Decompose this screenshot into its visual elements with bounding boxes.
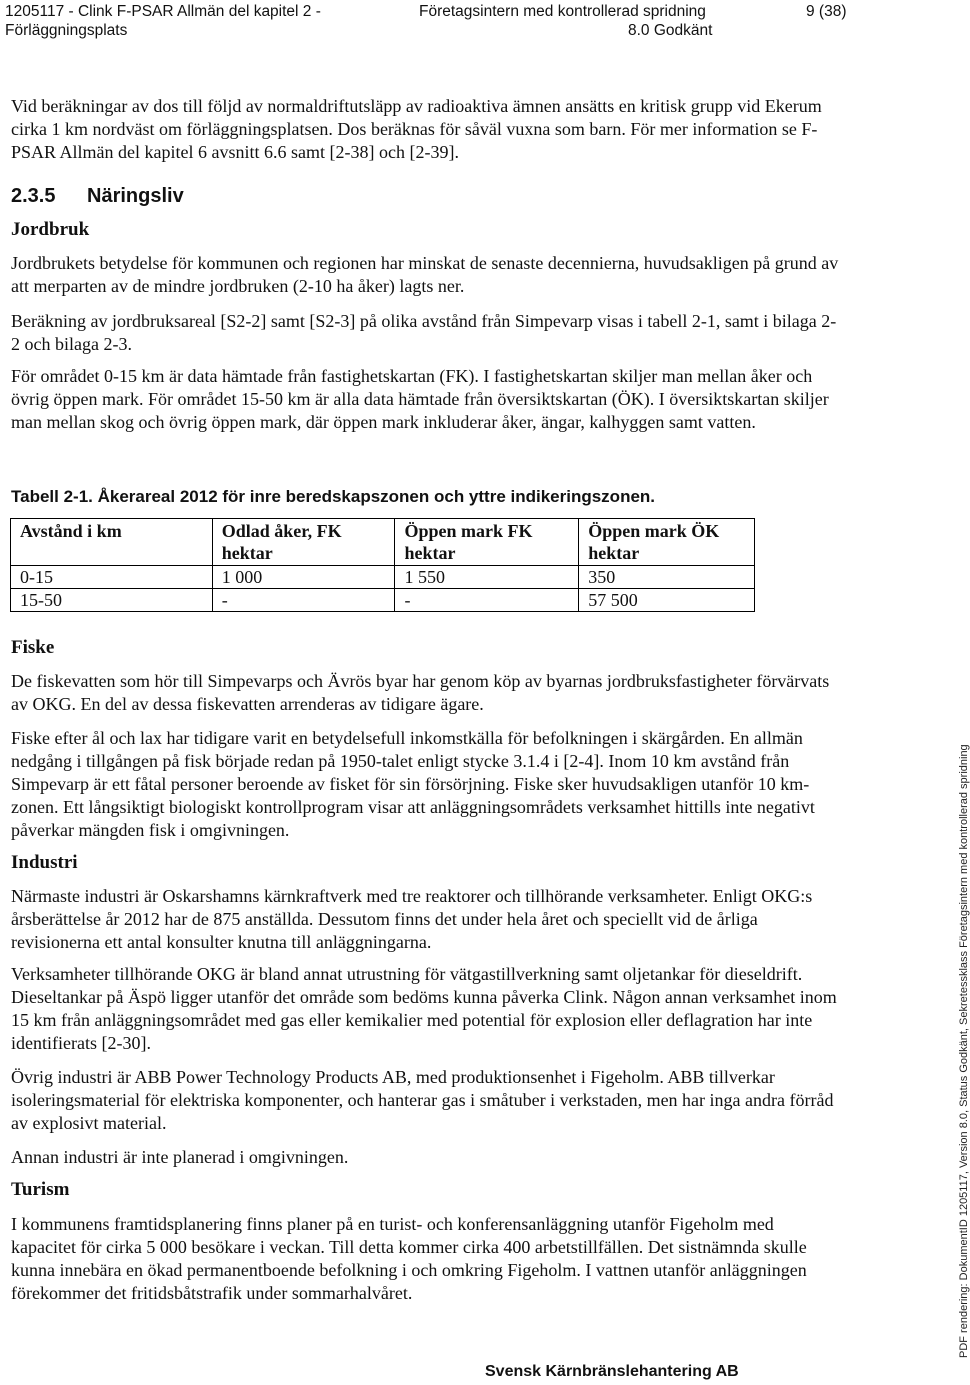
- table-cell: 0-15: [11, 566, 213, 589]
- table-cell: 350: [579, 566, 755, 589]
- table-cell: -: [395, 589, 579, 612]
- fiske-paragraph-1: De fiskevatten som hör till Simpevarps och Ävrös byar har genom köp av byarnas jordbruksfastigheter förvärvats av OKG. En del av dessa fiskevatten arrenderas av tidigare ägare.: [11, 671, 830, 714]
- header-cell: Odlad åker, FK hektar: [212, 519, 395, 566]
- table-cell: 1 550: [395, 566, 579, 589]
- industri-paragraph-1: Närmaste industri är Oskarshamns kärnkraftverk med tre reaktorer och tillhörande verksamheter. Enligt OKG:s årsberättelse år 2012 har de 875 anställda. Dessutom finns det under hela året och speciellt vid de årliga revisionerna ett antal konsulter knutna till anläggningarna.: [11, 886, 813, 952]
- page-number: 9 (38): [806, 3, 847, 20]
- header-cell: Avstånd i km: [11, 519, 213, 566]
- jordbruk-section-2: [11, 310, 841, 356]
- footer-company: Svensk Kärnbränslehantering AB: [485, 1363, 739, 1380]
- pdf-rendering-note: PDF rendering: DokumentID 1205117, Version 8.0, Status Godkänt, Sekretessklass Företagsintern med kontrollerad spridning: [958, 744, 970, 1358]
- intro-section: [11, 95, 841, 164]
- table-header-row: [11, 519, 755, 566]
- jordbruk-paragraph-2: Beräkning av jordbruksareal [S2-2] samt [S2-3] på olika avstånd från Simpevarp visas i tabell 2-1, samt i bilaga 2-2 och bilaga 2-3.: [11, 311, 837, 354]
- jordbruk-paragraph-1: Jordbrukets betydelse för kommunen och regionen har minskat de senaste decennierna, huvudsakligen på grund av att merparten av de mindre jordbruken (2-10 ha åker) lagts ner.: [11, 253, 839, 296]
- industri-section-2: [11, 963, 841, 1055]
- fiske-section-2: [11, 727, 841, 842]
- industri-paragraph-2: Verksamheter tillhörande OKG är bland annat utrustning för vätgastillverkning samt oljetankar för dieseldrift. Dieseltankar på Äspö ligger utanför det område som bedöms kunna påverka Clink. Någon annan verksamhet inom 15 km från anläggningsområdet med gas eller kemikalier med potential för explosion eller deflagration har inte identifierats [2-30].: [11, 964, 837, 1053]
- header-cell: Öppen mark ÖK hektar: [579, 519, 755, 566]
- acreage-table: [10, 518, 755, 612]
- table-cell: 1 000: [212, 566, 395, 589]
- fiske-paragraph-2: Fiske efter ål och lax har tidigare varit en betydelsefull inkomstkälla för befolkningen i skärgården. En allmän nedgång i tillgången på fisk började redan på 1950-talet enligt stycke 3.1.4 i [2-4]. Inom 10 km avstånd från Simpevarp är ett fåtal personer beroende av fisket för sin försörjning. Fiske sker huvudsakligen utanför 10 km-zonen. Ett långsiktigt biologiskt kontrollprogram visar att anläggningsområdets verksamhet hittills inte negativt påverkar mängden fisk i omgivningen.: [11, 728, 815, 840]
- jordbruk-paragraph-3: För området 0-15 km är data hämtade från fastighetskartan (FK). I fastighetskartan skiljer man mellan åker och övrig öppen mark. För området 15-50 km är alla data hämtade från översiktskartan (ÖK). I översiktskartan skiljer man mellan skog och övrig öppen mark, där öppen mark inkluderar åker, ängar, kalhyggen samt vatten.: [11, 366, 829, 432]
- doc-title-line2: Förläggningsplats: [5, 22, 128, 39]
- section-number: 2.3.5: [11, 185, 56, 207]
- industri-paragraph-4: Annan industri är inte planerad i omgivningen.: [11, 1147, 349, 1167]
- industri-section-4: [11, 1146, 841, 1169]
- fiske-heading: Fiske: [11, 637, 55, 658]
- section-heading: [11, 185, 184, 208]
- section-title: Näringsliv: [87, 185, 184, 207]
- jordbruk-section-3: [11, 365, 841, 434]
- turism-heading: Turism: [11, 1179, 70, 1200]
- table-cell: 15-50: [11, 589, 213, 612]
- doc-title-line1: 1205117 - Clink F-PSAR Allmän del kapitel 2 -: [5, 3, 321, 20]
- table-row: [11, 589, 755, 612]
- industri-section: [11, 885, 841, 954]
- industri-heading: Industri: [11, 852, 78, 873]
- doc-classification: [419, 2, 712, 40]
- turism-paragraph-1: I kommunens framtidsplanering finns planer på en turist- och konferensanläggning utanför Figeholm med kapacitet för cirka 5 000 besökare i veckan. Till detta kommer cirka 400 arbetstillfällen. Det sistnämnda skulle kunna innebära en ökad permanentboende befolkning i och omkring Figeholm. I vattnen utanför anläggningen förekommer det fritidsbåtstrafik under sommarhalvåret.: [11, 1214, 807, 1303]
- industri-section-3: [11, 1066, 841, 1135]
- header-cell: Öppen mark FK hektar: [395, 519, 579, 566]
- jordbruk-heading: Jordbruk: [11, 219, 90, 240]
- industri-paragraph-3: Övrig industri är ABB Power Technology Products AB, med produktionsenhet i Figeholm. ABB tillverkar isoleringsmaterial för elektriska komponenter, och hanterar gas i småtuber i verkstaden, men har inga andra förråd av explosivt material.: [11, 1067, 834, 1133]
- turism-section: [11, 1213, 841, 1305]
- jordbruk-section: [11, 252, 841, 298]
- classification-label: Företagsintern med kontrollerad spridning: [419, 3, 706, 20]
- intro-paragraph: Vid beräkningar av dos till följd av normaldriftutsläpp av radioaktiva ämnen ansätts en kritisk grupp vid Ekerum cirka 1 km nordväst om förläggningsplatsen. Dos beräknas för såväl vuxna som barn. För mer information se F-PSAR Allmän del kapitel 6 avsnitt 6.6 samt [2-38] och [2-39].: [11, 96, 822, 162]
- doc-title: [5, 2, 321, 40]
- status-label: 8.0 Godkänt: [628, 22, 713, 39]
- table-caption: Tabell 2-1. Åkerareal 2012 för inre beredskapszonen och yttre indikeringszonen.: [11, 487, 656, 506]
- table-cell: -: [212, 589, 395, 612]
- table-cell: 57 500: [579, 589, 755, 612]
- fiske-section: [11, 670, 841, 716]
- table-row: [11, 566, 755, 589]
